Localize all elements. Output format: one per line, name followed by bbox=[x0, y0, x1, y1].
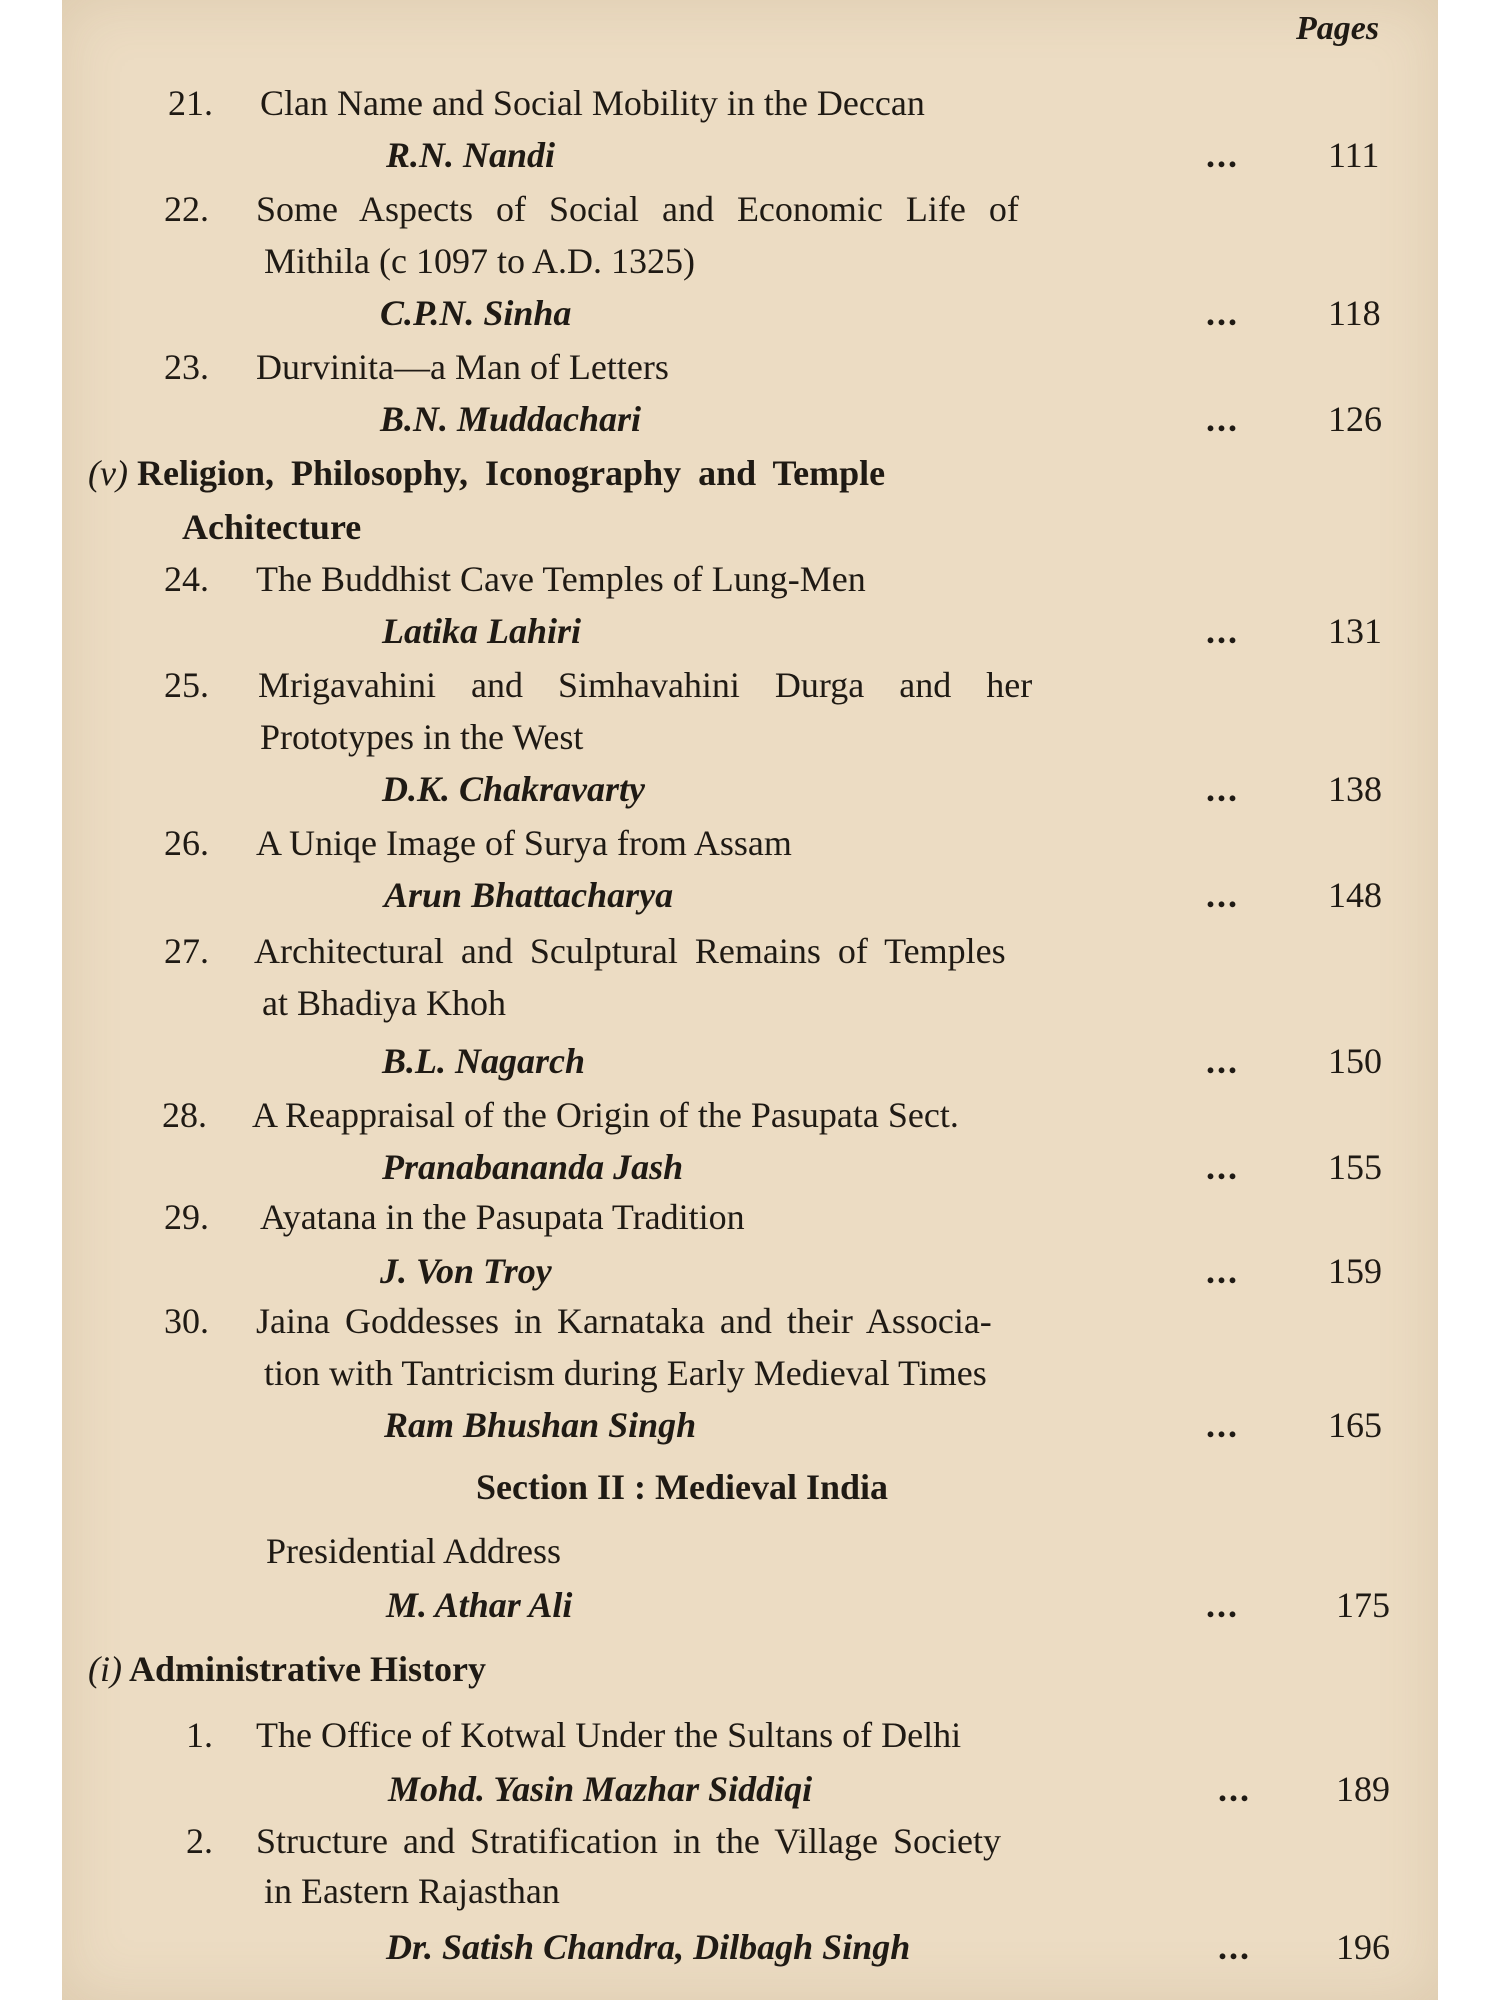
page-number: 159 bbox=[1328, 1251, 1382, 1291]
leader-dots: ... bbox=[1206, 293, 1239, 333]
entry-title: at Bhadiya Khoh bbox=[262, 983, 506, 1023]
page-number: 165 bbox=[1328, 1405, 1382, 1445]
entry-number: 22. bbox=[164, 189, 209, 229]
page-number: 111 bbox=[1328, 135, 1380, 175]
leader-dots: ... bbox=[1218, 1927, 1251, 1967]
entry-title: Mithila (c 1097 to A.D. 1325) bbox=[264, 241, 695, 281]
entry-author: M. Athar Ali bbox=[386, 1585, 573, 1625]
entry-author: C.P.N. Sinha bbox=[380, 293, 572, 333]
leader-dots: ... bbox=[1206, 1585, 1239, 1625]
entry-author: B.L. Nagarch bbox=[382, 1041, 586, 1081]
entry-number: 30. bbox=[164, 1301, 209, 1341]
pages-column-heading: Pages bbox=[1296, 10, 1380, 47]
entry-author: Latika Lahiri bbox=[382, 611, 582, 651]
page-number: 138 bbox=[1328, 769, 1382, 809]
entry-author: D.K. Chakravarty bbox=[382, 769, 646, 809]
entry-number: 28. bbox=[162, 1095, 207, 1135]
entry-title: Prototypes in the West bbox=[260, 717, 584, 757]
entry-title: Architectural and Sculptural Remains of Temples bbox=[254, 931, 1006, 971]
page-number: 189 bbox=[1336, 1769, 1390, 1809]
entry-title: Jaina Goddesses in Karnataka and their Associa- bbox=[256, 1301, 992, 1341]
entry-number: 21. bbox=[168, 83, 213, 123]
entry-author: R.N. Nandi bbox=[386, 135, 556, 175]
entry-author: Dr. Satish Chandra, Dilbagh Singh bbox=[386, 1927, 911, 1967]
section-marker: (v) bbox=[88, 453, 128, 493]
entry-number: 26. bbox=[164, 823, 209, 863]
section-heading bbox=[88, 452, 885, 494]
entry-number: 2. bbox=[186, 1821, 213, 1861]
entry-title bbox=[256, 188, 1136, 230]
entry-title: The Office of Kotwal Under the Sultans of Delhi bbox=[256, 1715, 962, 1755]
section-marker: (i) bbox=[88, 1649, 122, 1689]
leader-dots: ... bbox=[1218, 1769, 1251, 1809]
page-number: 150 bbox=[1328, 1041, 1382, 1081]
entry-author: B.N. Muddachari bbox=[380, 399, 642, 439]
entry-number: 25. bbox=[164, 665, 209, 705]
leader-dots: ... bbox=[1206, 769, 1239, 809]
entry-author: Ram Bhushan Singh bbox=[384, 1405, 697, 1445]
entry-title: Ayatana in the Pasupata Tradition bbox=[260, 1197, 745, 1237]
leader-dots: ... bbox=[1206, 1251, 1239, 1291]
entry-title: Mrigavahini and Simhavahini Durga and her bbox=[258, 665, 1033, 705]
section-title-line: Religion, Philosophy, Iconography and Temple bbox=[136, 453, 886, 493]
entry-author: Mohd. Yasin Mazhar Siddiqi bbox=[388, 1769, 813, 1809]
page-number: 118 bbox=[1328, 293, 1381, 333]
section-title-line: Administrative History bbox=[129, 1649, 486, 1689]
entry-author: Pranabananda Jash bbox=[382, 1147, 684, 1187]
entry-number: 23. bbox=[164, 347, 209, 387]
entry-author: J. Von Troy bbox=[380, 1251, 552, 1291]
entry-title: A Reappraisal of the Origin of the Pasupata Sect. bbox=[252, 1095, 959, 1135]
leader-dots: ... bbox=[1206, 1041, 1239, 1081]
page-number: 148 bbox=[1328, 875, 1382, 915]
page-number: 126 bbox=[1328, 399, 1382, 439]
entry-title: Clan Name and Social Mobility in the Deccan bbox=[260, 83, 925, 123]
leader-dots: ... bbox=[1206, 1147, 1239, 1187]
leader-dots: ... bbox=[1206, 611, 1239, 651]
section-heading bbox=[88, 1648, 486, 1690]
leader-dots: ... bbox=[1206, 875, 1239, 915]
leader-dots: ... bbox=[1206, 399, 1239, 439]
entry-number: 24. bbox=[164, 559, 209, 599]
leader-dots: ... bbox=[1206, 135, 1239, 175]
leader-dots: ... bbox=[1206, 1405, 1239, 1445]
entry-title: Presidential Address bbox=[266, 1531, 561, 1571]
entry-title: Durvinita—a Man of Letters bbox=[256, 347, 669, 387]
entry-number: 29. bbox=[164, 1197, 209, 1237]
section-ii-heading: Section II : Medieval India bbox=[476, 1467, 889, 1507]
entry-number: 1. bbox=[186, 1715, 213, 1755]
entry-title: The Buddhist Cave Temples of Lung-Men bbox=[256, 559, 866, 599]
page-number: 196 bbox=[1336, 1927, 1390, 1967]
entry-number: 27. bbox=[164, 931, 209, 971]
section-title-line: Achitecture bbox=[182, 507, 362, 547]
page-number: 131 bbox=[1328, 611, 1382, 651]
page-number: 175 bbox=[1336, 1585, 1390, 1625]
page-number: 155 bbox=[1328, 1147, 1382, 1187]
entry-title: tion with Tantricism during Early Medieval Times bbox=[264, 1353, 987, 1393]
entry-title-line: Some Aspects of Social and Economic Life of bbox=[256, 189, 1019, 229]
entry-title: Structure and Stratification in the Village Society bbox=[256, 1821, 1001, 1861]
entry-author: Arun Bhattacharya bbox=[384, 875, 674, 915]
entry-title: A Uniqe Image of Surya from Assam bbox=[256, 823, 792, 863]
entry-title: in Eastern Rajasthan bbox=[264, 1871, 560, 1911]
